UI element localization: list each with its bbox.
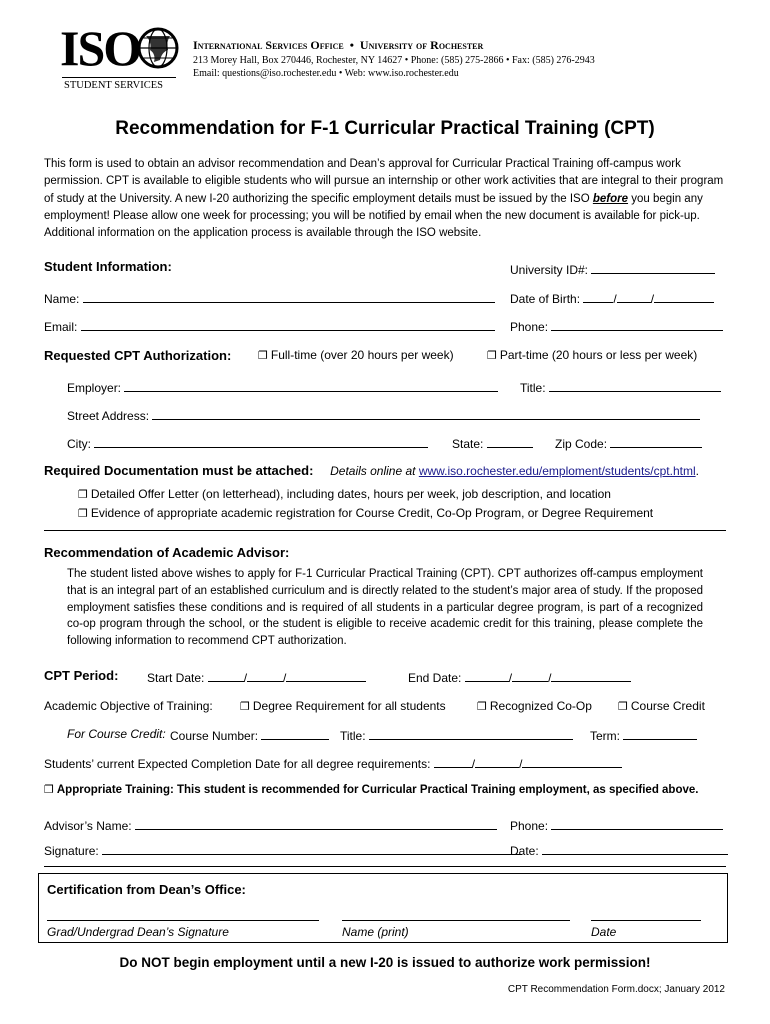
details-prefix: Details online at xyxy=(330,464,419,478)
offer-letter-label: Detailed Offer Letter (on letterhead), including dates, hours per week, job description, and location xyxy=(90,487,611,501)
for-course-credit-label: For Course Credit: xyxy=(67,727,166,741)
doc-item-offer-letter[interactable] xyxy=(78,487,611,501)
advisor-heading: Recommendation of Academic Advisor: xyxy=(44,545,290,560)
intro-emphasis: before xyxy=(592,192,629,205)
dean-signature-line[interactable] xyxy=(47,920,319,921)
advisor-signature-field[interactable] xyxy=(44,842,522,858)
footer-doc-info: CPT Recommendation Form.docx; January 2012 xyxy=(507,984,725,995)
term-field[interactable] xyxy=(590,727,697,743)
cpt-auth-heading: Requested CPT Authorization: xyxy=(44,348,232,363)
name-field[interactable] xyxy=(44,290,495,306)
dean-signature-label: Grad/Undergrad Dean’s Signature xyxy=(47,925,229,939)
logo-rule xyxy=(62,77,176,78)
registration-label: Evidence of appropriate academic registration for Course Credit, Co-Op Program, or Degree Requirement xyxy=(90,506,654,520)
course-title-label: Title: xyxy=(340,729,366,743)
degree-requirement-label: Degree Requirement for all students xyxy=(252,699,446,713)
advisor-paragraph: The student listed above wishes to apply for F-1 Curricular Practical Training (CPT). CPT authorizes off-campus employment that is an integral part of an established curriculum and is directly related to the student’s major area of study. If the proposed employment satisfies these conditions and is required of all students in a particular degree program, is part of a recognized co-op program through the school, or the student is eligible to receive academic credit for this training, please complete the following information to recommend CPT authorization. xyxy=(67,568,703,648)
advisor-date-label: Date: xyxy=(510,844,539,858)
phone-field[interactable] xyxy=(510,318,723,334)
advisor-date-field[interactable] xyxy=(510,842,728,858)
course-credit-checkbox[interactable]: ❐ xyxy=(618,700,628,713)
advisor-name-label: Advisor’s Name: xyxy=(44,819,132,833)
degree-requirement-option[interactable] xyxy=(240,699,446,713)
part-time-option[interactable] xyxy=(487,348,697,362)
email-field[interactable] xyxy=(44,318,495,334)
course-credit-row xyxy=(67,727,166,741)
registration-checkbox[interactable]: ❐ xyxy=(78,507,88,520)
intro-text-2: you begin any employment! Please allow one week for processing; you will be notified by email when the new document is available for pick-up. Additional information on the application process is available through the ISO website. xyxy=(44,192,703,240)
email-label: Email: xyxy=(44,320,78,334)
offer-letter-checkbox[interactable]: ❐ xyxy=(78,488,88,501)
zip-field[interactable] xyxy=(555,435,702,451)
part-time-label: Part-time (20 hours or less per week) xyxy=(499,348,698,362)
state-field[interactable] xyxy=(452,435,533,451)
globe-icon xyxy=(136,24,180,72)
dean-name-line[interactable] xyxy=(342,920,570,921)
employer-label: Employer: xyxy=(67,381,122,395)
dob-label: Date of Birth: xyxy=(510,292,581,306)
intro-text-1: This form is used to obtain an advisor recommendation and Dean’s approval for Curricular Practical Training off-campus work permission. CPT is available to eligible students who will pursue an internship or other work activities that are integral to their program of study at the University. A new I-20 authorizing the specific employment details must be issued by the ISO xyxy=(44,158,724,205)
end-date-label: End Date: xyxy=(408,671,462,685)
bullet: • xyxy=(346,38,357,52)
course-title-field[interactable] xyxy=(340,727,573,743)
start-date-field[interactable]: Start Date: / / xyxy=(147,669,366,685)
city-label: City: xyxy=(67,437,91,451)
university-id-label: University ID#: xyxy=(510,263,589,277)
zip-label: Zip Code: xyxy=(555,437,608,451)
employer-field[interactable] xyxy=(67,379,498,395)
org-name: International Services Office xyxy=(193,38,344,52)
full-time-checkbox[interactable]: ❐ xyxy=(258,349,268,362)
part-time-checkbox[interactable]: ❐ xyxy=(487,349,497,362)
advisor-signature-label: Signature: xyxy=(44,844,99,858)
logo-subtitle: STUDENT SERVICES xyxy=(64,80,164,91)
employment-warning: Do NOT begin employment until a new I-20 is issued to authorize work permission! xyxy=(119,955,651,970)
phone-label: Phone: xyxy=(510,320,549,334)
coop-label: Recognized Co-Op xyxy=(489,699,592,713)
end-date-field[interactable]: End Date: / / xyxy=(408,669,631,685)
cpt-period-label: CPT Period: xyxy=(44,668,119,683)
coop-checkbox[interactable]: ❐ xyxy=(477,700,487,713)
course-credit-option[interactable] xyxy=(618,699,705,713)
completion-date-field[interactable]: Students’ current Expected Completion Date for all degree requirements: / / xyxy=(44,755,622,771)
logo-text: ISO xyxy=(60,20,141,76)
advisor-phone-label: Phone: xyxy=(510,819,549,833)
office-contact: Email: questions@iso.rochester.edu • Web: www.iso.rochester.edu xyxy=(193,68,459,79)
intro-paragraph xyxy=(44,156,728,242)
street-address-field[interactable] xyxy=(67,407,700,423)
objective-label: Academic Objective of Training: xyxy=(44,699,213,713)
job-title-label: Title: xyxy=(520,381,546,395)
office-address: 213 Morey Hall, Box 270446, Rochester, NY 14627 • Phone: (585) 275-2866 • Fax: (585) 276-2943 xyxy=(193,55,595,66)
start-date-label: Start Date: xyxy=(147,671,205,685)
iso-logo xyxy=(60,22,178,94)
term-label: Term: xyxy=(590,729,620,743)
doc-item-registration[interactable] xyxy=(78,506,653,520)
appropriate-training-checkbox[interactable]: ❐ xyxy=(44,783,54,796)
required-docs-heading: Required Documentation must be attached: xyxy=(44,463,314,478)
course-credit-label: Course Credit xyxy=(630,699,705,713)
divider-1 xyxy=(44,530,726,531)
dob-field[interactable]: Date of Birth: / / xyxy=(510,290,714,306)
dean-name-label: Name (print) xyxy=(342,925,409,939)
dean-certification-box xyxy=(38,873,728,943)
full-time-option[interactable] xyxy=(258,348,454,362)
full-time-label: Full-time (over 20 hours per week) xyxy=(270,348,454,362)
university-name: University of Rochester xyxy=(359,38,484,52)
dean-date-line[interactable] xyxy=(591,920,701,921)
cpt-info-link[interactable]: www.iso.rochester.edu/emploment/students/cpt.html xyxy=(418,464,696,478)
course-number-label: Course Number: xyxy=(170,729,259,743)
form-title: Recommendation for F-1 Curricular Practical Training (CPT) xyxy=(115,118,655,139)
advisor-phone-field[interactable] xyxy=(510,817,723,833)
student-info-heading: Student Information: xyxy=(44,259,172,274)
name-label: Name: xyxy=(44,292,80,306)
street-address-label: Street Address: xyxy=(67,409,150,423)
appropriate-training-option[interactable] xyxy=(44,783,698,796)
university-id-field[interactable] xyxy=(510,261,715,277)
dean-date-label: Date xyxy=(591,925,617,939)
course-number-field[interactable] xyxy=(170,727,329,743)
degree-requirement-checkbox[interactable]: ❐ xyxy=(240,700,250,713)
city-field[interactable] xyxy=(67,435,428,451)
state-label: State: xyxy=(452,437,484,451)
advisor-name-field[interactable] xyxy=(44,817,497,833)
job-title-field[interactable] xyxy=(520,379,721,395)
completion-date-label: Students’ current Expected Completion Date for all degree requirements: xyxy=(44,757,431,771)
required-docs-row: Required Documentation must be attached: Details online at www.iso.rochester.edu/emploment/students/cpt.html. xyxy=(44,463,699,478)
divider-2 xyxy=(44,866,726,867)
org-heading xyxy=(193,38,483,53)
cpt-period-row xyxy=(44,668,118,683)
appropriate-training-label: Appropriate Training: This student is recommended for Curricular Practical Training employment, as specified above. xyxy=(56,784,699,796)
dean-heading: Certification from Dean’s Office: xyxy=(47,882,246,897)
coop-option[interactable] xyxy=(477,699,592,713)
